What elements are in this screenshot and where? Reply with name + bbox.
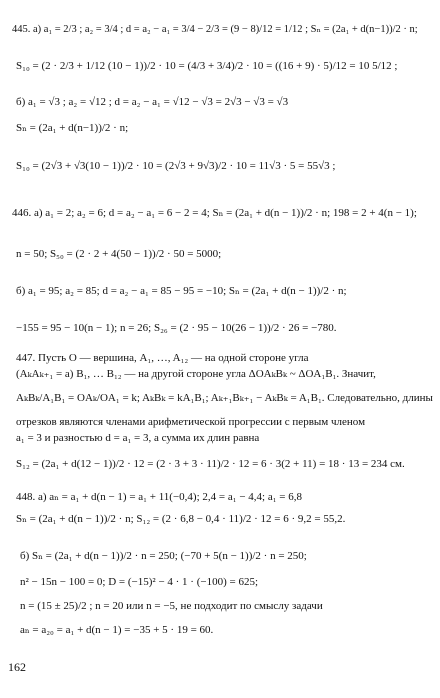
text-line: 448. а) aₙ = a₁ + d(n − 1) = a₁ + 11(−0,4); 2,4 = a₁ − 4,4; a₁ = 6,8 (16, 491, 302, 503)
text-line: б) Sₙ = (2a₁ + d(n − 1))/2 · n = 250; (−70 + 5(n − 1))/2 · n = 250; (20, 550, 307, 562)
text-line: n² − 15n − 100 = 0; D = (−15)² − 4 · 1 · (−100) = 625; (20, 576, 259, 588)
text-line: n = 50; S₅₀ = (2 · 2 + 4(50 − 1))/2 · 50 = 5000; (16, 248, 222, 260)
page-number: 162 (8, 660, 26, 674)
text-line: 447. Пусть O — вершина, A₁, …, A₁₂ — на одной стороне угла (16, 352, 309, 364)
text-line: S₁₂ = (2a₁ + d(12 − 1))/2 · 12 = (2 · 3 + 3 · 11)/2 · 12 = 6 · 3(2 + 11) = 18 · 13 = 234 см. (16, 458, 405, 470)
text-line: n = (15 ± 25)/2 ; n = 20 или n = −5, не подходит по смыслу задачи (20, 600, 323, 612)
text-line: б) a₁ = √3 ; a₂ = √12 ; d = a₂ − a₁ = √12 − √3 = 2√3 − √3 = √3 (16, 96, 289, 108)
text-line: (AₖAₖ₊₁ = a) B₁, … B₁₂ — на другой стороне угла ΔOAₖBₖ ~ ΔOA₁B₁. Значит, (16, 368, 376, 380)
text-line: б) a₁ = 95; a₂ = 85; d = a₂ − a₁ = 85 − 95 = −10; Sₙ = (2a₁ + d(n − 1))/2 · n; (16, 285, 347, 297)
text-line: S₁₀ = (2√3 + √3(10 − 1))/2 · 10 = (2√3 + 9√3)/2 · 10 = 11√3 · 5 = 55√3 ; (16, 160, 336, 172)
text-line: Sₙ = (2a₁ + d(n−1))/2 · n; (16, 122, 129, 134)
text-line: a₁ = 3 и разностью d = a₁ = 3, а сумма их длин равна (16, 432, 260, 444)
text-line: S₁₀ = (2 · 2/3 + 1/12 (10 − 1))/2 · 10 = (4/3 + 3/4)/2 · 10 = ((16 + 9) · 5)/12 = 10 5/12 ; (16, 60, 398, 72)
text-line: Sₙ = (2a₁ + d(n − 1))/2 · n; S₁₂ = (2 · 6,8 − 0,4 · 11)/2 · 12 = 6 · 9,2 = 55,2. (16, 513, 346, 525)
text-line: 446. а) a₁ = 2; a₂ = 6; d = a₂ − a₁ = 6 − 2 = 4; Sₙ = (2a₁ + d(n − 1))/2 · n; 198 = 2 + 4(n − 1); (12, 207, 417, 219)
text-line: aₙ = a₂₀ = a₁ + d(n − 1) = −35 + 5 · 19 = 60. (20, 624, 214, 636)
text-line: отрезков являются членами арифметической прогрессии с первым членом (16, 416, 366, 428)
text-line: −155 = 95 − 10(n − 1); n = 26; S₂₆ = (2 · 95 − 10(26 − 1))/2 · 26 = −780. (16, 322, 337, 334)
text-line: 445. а) a₁ = 2/3 ; a₂ = 3/4 ; d = a₂ − a₁ = 3/4 − 2/3 = (9 − 8)/12 = 1/12 ; Sₙ = (2a₁ + d(n−1))/2 · n; (12, 24, 418, 35)
text-line: AₖBₖ/A₁B₁ = OAₖ/OA₁ = k; AₖBₖ = kA₁B₁; Aₖ₊₁Bₖ₊₁ − AₖBₖ = A₁B₁. Следовательно, длины (16, 392, 433, 404)
